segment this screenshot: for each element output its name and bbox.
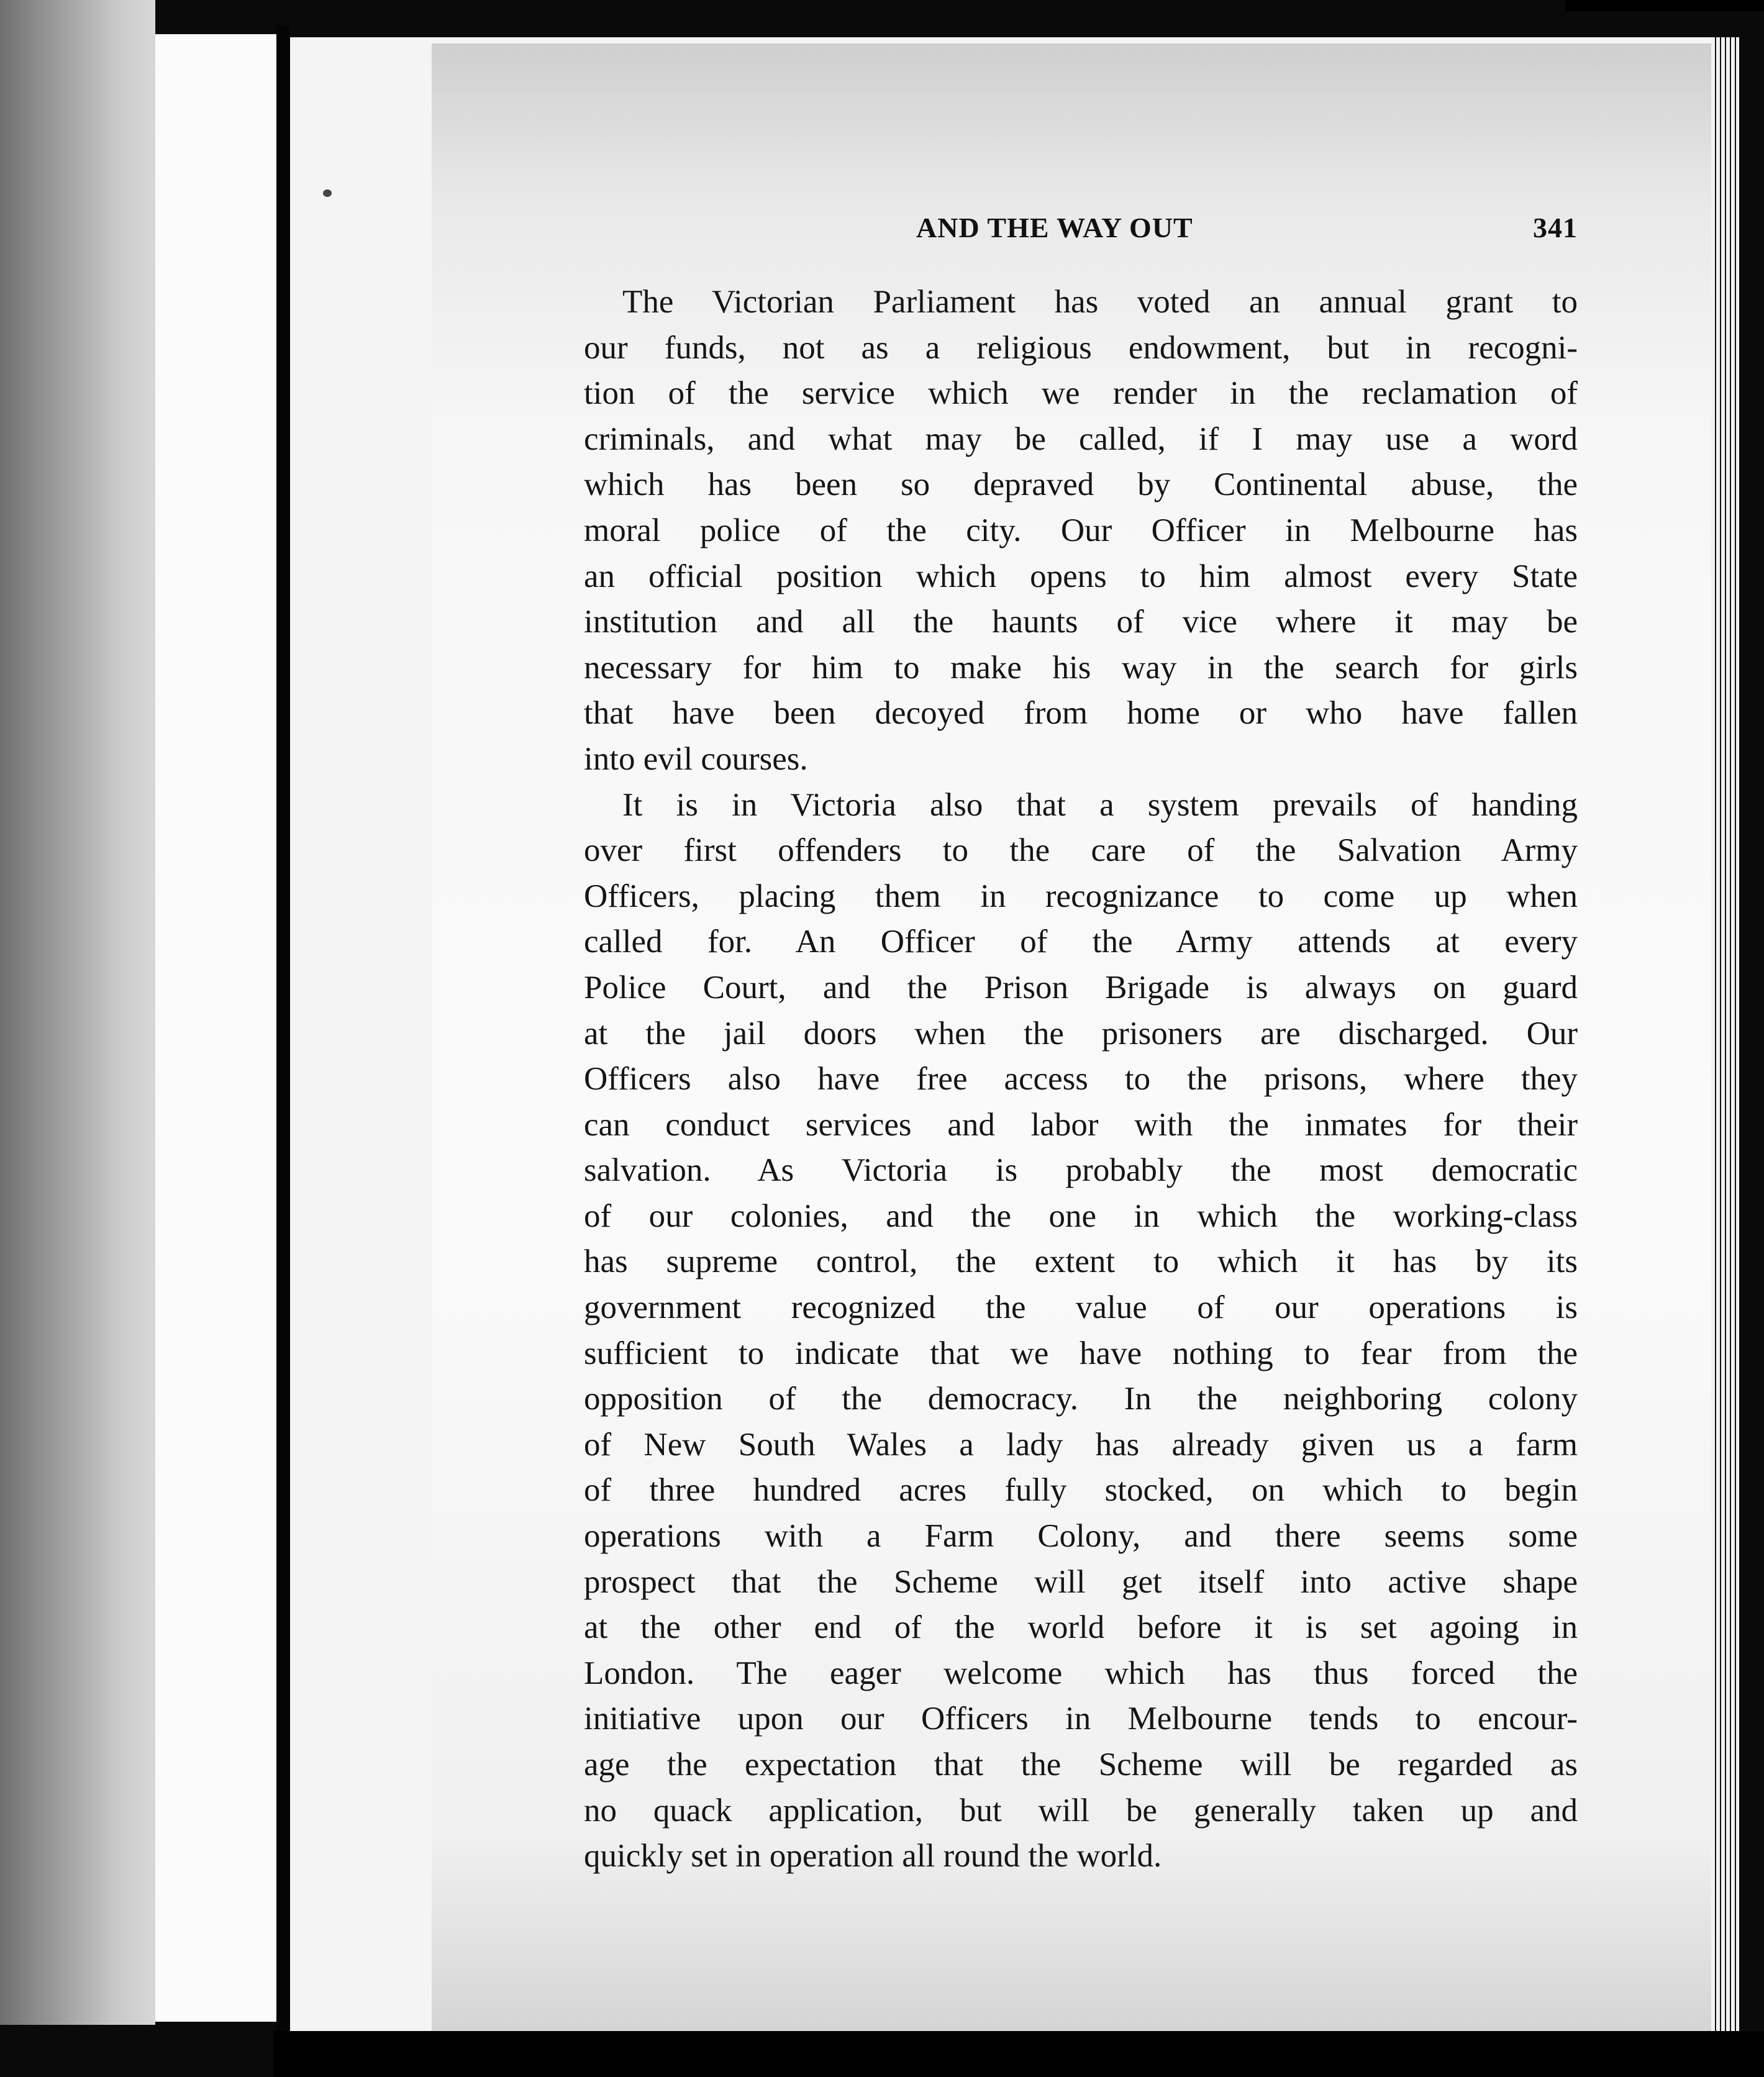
text-line: necessary for him to make his way in the search for girls: [584, 649, 1578, 686]
text-line: which has been so depraved by Continental abuse, the: [584, 466, 1578, 503]
text-line: moral police of the city. Our Officer in Melbourne has: [584, 512, 1578, 548]
text-line: over first offenders to the care of the Salvation Army: [584, 832, 1578, 869]
scan-bottom-border: [273, 2031, 1764, 2077]
text-line: can conduct services and labor with the inmates for their: [584, 1106, 1578, 1143]
text-line: into evil courses.: [584, 740, 808, 777]
text-line: prospect that the Scheme will get itself into active shape: [584, 1563, 1578, 1600]
running-head: [584, 211, 1578, 248]
text-line: at the other end of the world before it is set agoing in: [584, 1609, 1578, 1646]
text-line: institution and all the haunts of vice where it may be: [584, 604, 1578, 640]
text-line: of our colonies, and the one in which the working-class: [584, 1198, 1578, 1234]
text-line: The Victorian Parliament has voted an annual grant to: [622, 284, 1578, 320]
text-line: Officers, placing them in recognizance to come up when: [584, 878, 1578, 914]
text-line: Police Court, and the Prison Brigade is always on guard: [584, 969, 1578, 1006]
running-title: AND THE WAY OUT: [916, 212, 1193, 243]
text-line: called for. An Officer of the Army attends at every: [584, 924, 1578, 960]
body-text: [584, 280, 1578, 1879]
left-facing-page: [0, 0, 155, 2025]
text-line: salvation. As Victoria is probably the most democratic: [584, 1152, 1578, 1189]
text-line: Officers also have free access to the prisons, where they: [584, 1061, 1578, 1098]
text-line: has supreme control, the extent to which it has by its: [584, 1243, 1578, 1280]
text-line: no quack application, but will be generally taken up and: [584, 1792, 1578, 1829]
text-line: quickly set in operation all round the world.: [584, 1838, 1162, 1875]
text-line: It is in Victoria also that a system prevails of handing: [622, 786, 1578, 823]
left-page-margin: [155, 34, 276, 2022]
scan-top-border: [1565, 0, 1764, 11]
text-line: an official position which opens to him almost every State: [584, 558, 1578, 594]
text-line: government recognized the value of our operations is: [584, 1289, 1578, 1326]
text-line: tion of the service which we render in the reclamation of: [584, 375, 1578, 412]
text-line: that have been decoyed from home or who have fallen: [584, 695, 1578, 732]
text-line: at the jail doors when the prisoners are discharged. Our: [584, 1015, 1578, 1052]
book-gutter: [276, 25, 290, 2031]
text-line: sufficient to indicate that we have nothing to fear from the: [584, 1335, 1578, 1371]
text-line: initiative upon our Officers in Melbourne tends to encour-: [584, 1701, 1578, 1737]
page-number: 341: [1533, 212, 1578, 243]
page-edges: [1711, 37, 1739, 2056]
text-line: of New South Wales a lady has already given us a farm: [584, 1426, 1578, 1463]
text-line: London. The eager welcome which has thus forced the: [584, 1655, 1578, 1691]
text-line: opposition of the democracy. In the neighboring colony: [584, 1381, 1578, 1417]
text-line: our funds, not as a religious endowment, but in recogni-: [584, 329, 1578, 366]
text-line: of three hundred acres fully stocked, on which to begin: [584, 1472, 1578, 1509]
text-line: age the expectation that the Scheme will be regarded as: [584, 1747, 1578, 1783]
text-line: criminals, and what may be called, if I may use a word: [584, 420, 1578, 457]
ink-smudge: [323, 189, 332, 197]
text-line: operations with a Farm Colony, and there seems some: [584, 1518, 1578, 1555]
